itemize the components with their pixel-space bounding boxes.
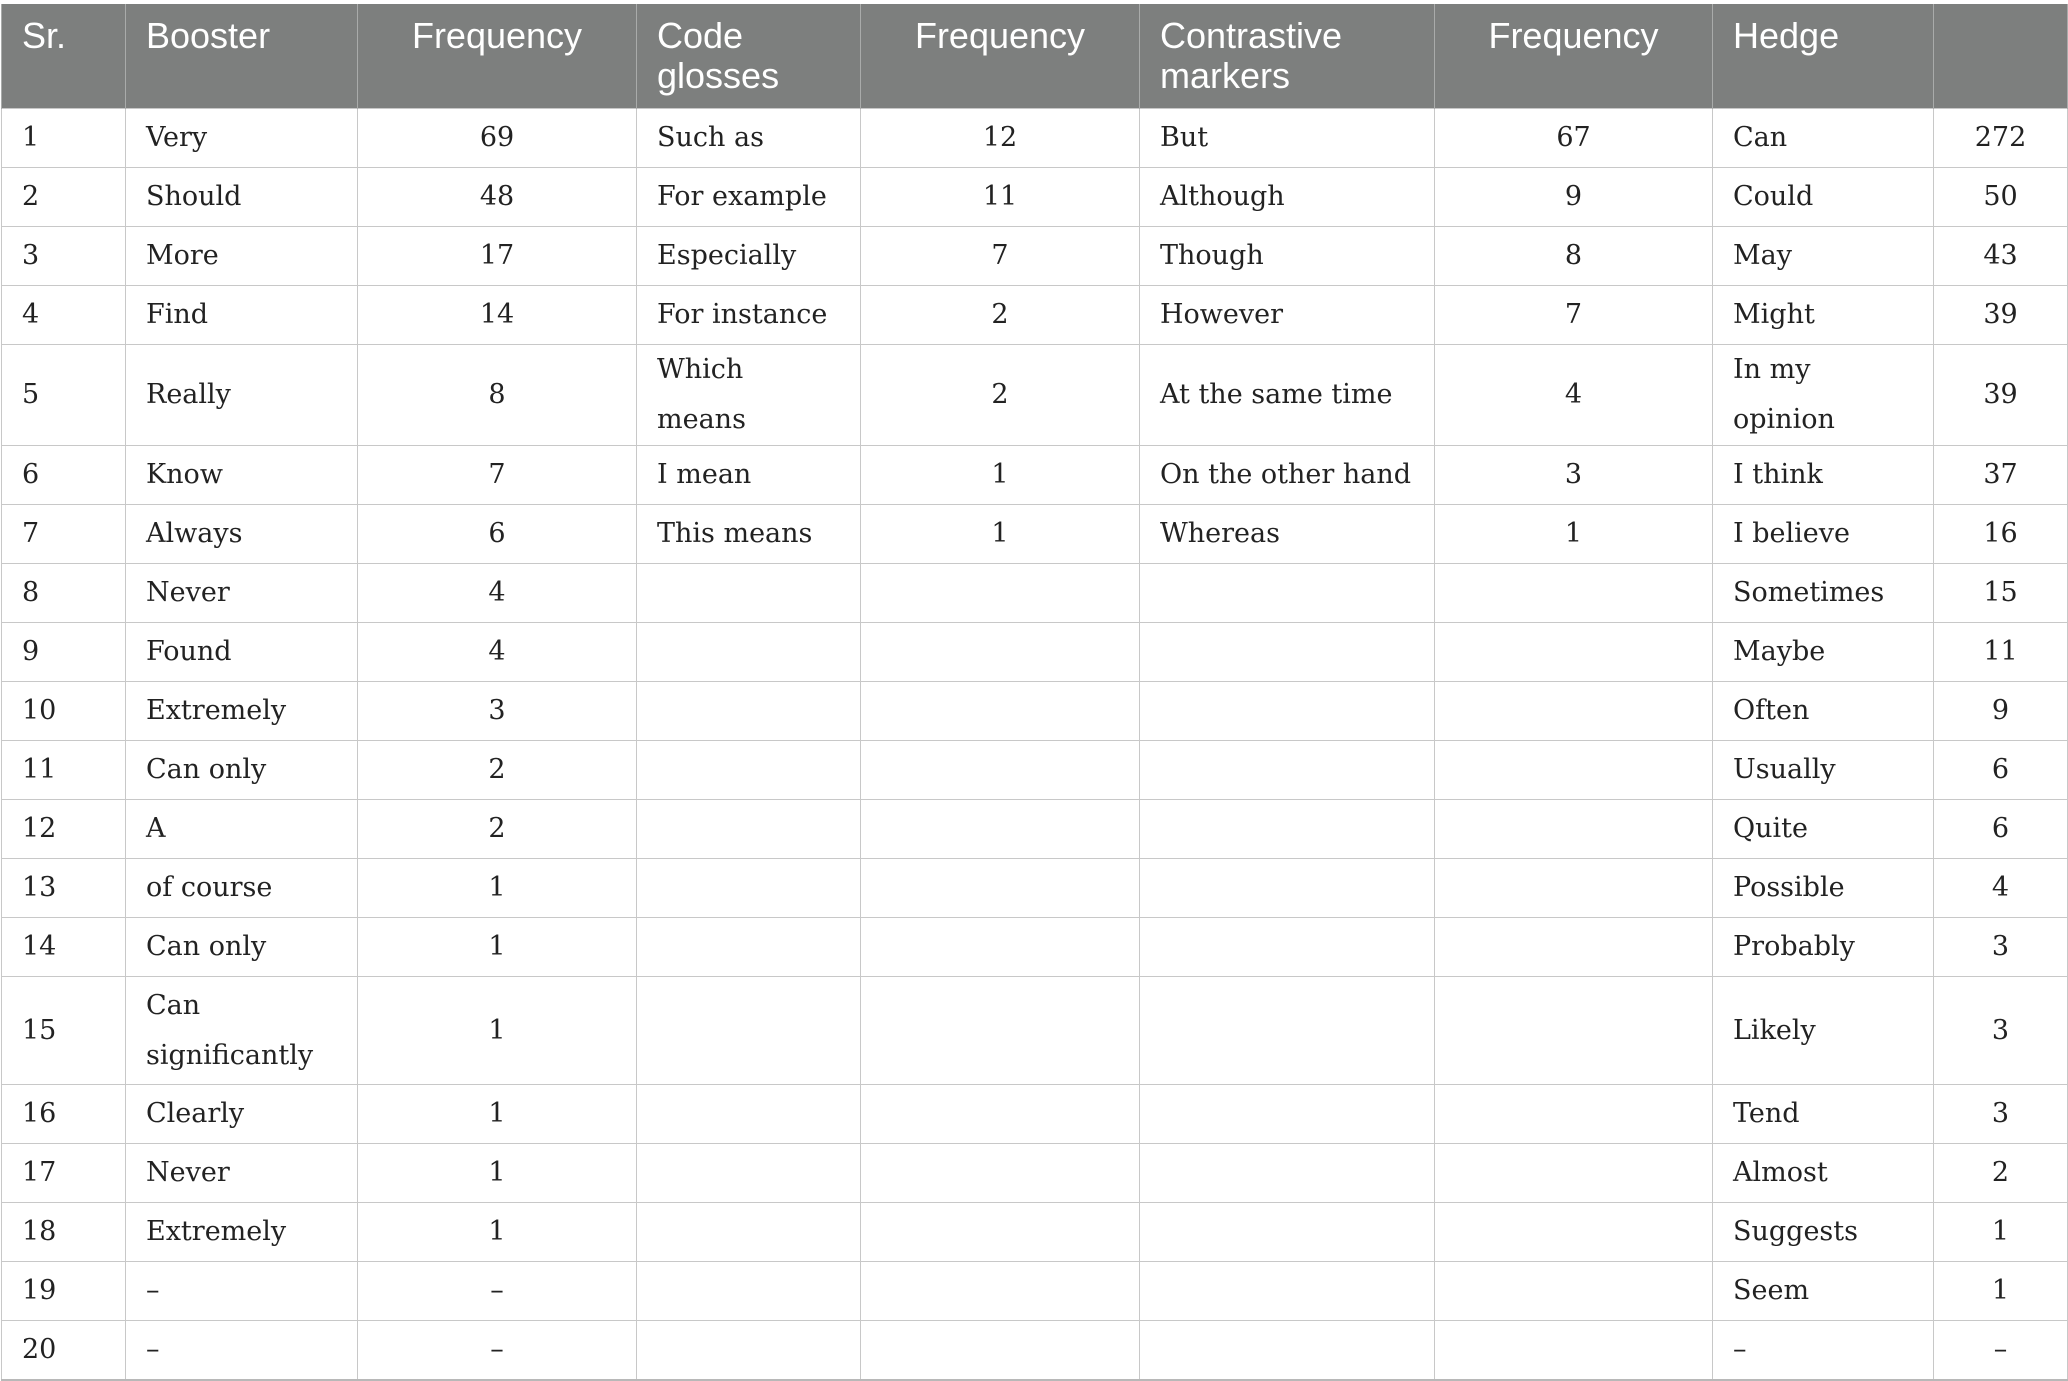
cell-hedge: Possible (1713, 859, 1934, 918)
cell-booster: – (126, 1262, 358, 1321)
table-row (2, 1085, 2068, 1144)
cell-contrastive-marker (1140, 918, 1435, 977)
table-row (2, 227, 2068, 286)
cell-booster: Always (126, 505, 358, 564)
cell-booster: of course (126, 859, 358, 918)
cell-code-gloss (637, 1144, 861, 1203)
cell-code-gloss-frequency (861, 1321, 1140, 1380)
cell-code-gloss-frequency (861, 918, 1140, 977)
cell-hedge: In my opinion (1713, 345, 1934, 446)
cell-code-gloss: For example (637, 168, 861, 227)
cell-contrastive-marker: On the other hand (1140, 446, 1435, 505)
table-row (2, 286, 2068, 345)
cell-hedge-frequency: 1 (1934, 1262, 2068, 1321)
cell-hedge: I believe (1713, 505, 1934, 564)
cell-contrastive-frequency (1435, 918, 1713, 977)
table-body (2, 109, 2068, 1380)
cell-booster-frequency: 1 (358, 1144, 637, 1203)
cell-hedge: Suggests (1713, 1203, 1934, 1262)
cell-booster: Can only (126, 918, 358, 977)
cell-sr: 16 (2, 1085, 126, 1144)
frequency-table (1, 4, 2068, 1381)
cell-code-gloss-frequency: 1 (861, 505, 1140, 564)
cell-hedge-frequency: 39 (1934, 345, 2068, 446)
cell-sr: 1 (2, 109, 126, 168)
cell-booster-frequency: 8 (358, 345, 637, 446)
cell-sr: 6 (2, 446, 126, 505)
cell-code-gloss: I mean (637, 446, 861, 505)
cell-code-gloss (637, 1085, 861, 1144)
table-row (2, 109, 2068, 168)
cell-code-gloss-frequency (861, 1203, 1140, 1262)
cell-hedge: Almost (1713, 1144, 1934, 1203)
cell-sr: 13 (2, 859, 126, 918)
cell-contrastive-frequency (1435, 977, 1713, 1085)
cell-contrastive-frequency (1435, 682, 1713, 741)
table-row (2, 918, 2068, 977)
cell-contrastive-frequency (1435, 564, 1713, 623)
cell-code-gloss-frequency: 2 (861, 345, 1140, 446)
cell-contrastive-frequency (1435, 859, 1713, 918)
table-row (2, 505, 2068, 564)
cell-sr: 15 (2, 977, 126, 1085)
cell-sr: 14 (2, 918, 126, 977)
cell-hedge-frequency: 39 (1934, 286, 2068, 345)
cell-booster: Can only (126, 741, 358, 800)
cell-hedge: Tend (1713, 1085, 1934, 1144)
cell-sr: 7 (2, 505, 126, 564)
cell-code-gloss-frequency: 11 (861, 168, 1140, 227)
cell-booster: Really (126, 345, 358, 446)
cell-hedge: Sometimes (1713, 564, 1934, 623)
cell-booster-frequency: 3 (358, 682, 637, 741)
cell-hedge-frequency: 1 (1934, 1203, 2068, 1262)
table-row (2, 1203, 2068, 1262)
cell-hedge-frequency: 11 (1934, 623, 2068, 682)
cell-booster: Clearly (126, 1085, 358, 1144)
cell-contrastive-marker (1140, 623, 1435, 682)
cell-booster-frequency: – (358, 1321, 637, 1380)
table-row (2, 446, 2068, 505)
cell-hedge: I think (1713, 446, 1934, 505)
cell-sr: 8 (2, 564, 126, 623)
cell-code-gloss (637, 1262, 861, 1321)
cell-contrastive-marker (1140, 1321, 1435, 1380)
cell-code-gloss: Especially (637, 227, 861, 286)
cell-booster: Extremely (126, 682, 358, 741)
cell-code-gloss-frequency (861, 564, 1140, 623)
cell-hedge: Could (1713, 168, 1934, 227)
cell-hedge-frequency: 43 (1934, 227, 2068, 286)
header-code-glosses: Code glosses (637, 4, 861, 109)
cell-booster-frequency: 4 (358, 564, 637, 623)
cell-booster-frequency: 1 (358, 918, 637, 977)
cell-code-gloss (637, 564, 861, 623)
cell-code-gloss-frequency: 12 (861, 109, 1140, 168)
cell-hedge-frequency: 6 (1934, 741, 2068, 800)
cell-booster-frequency: – (358, 1262, 637, 1321)
cell-hedge: – (1713, 1321, 1934, 1380)
cell-booster: Found (126, 623, 358, 682)
cell-contrastive-marker (1140, 1085, 1435, 1144)
header-sr: Sr. (2, 4, 126, 109)
cell-sr: 17 (2, 1144, 126, 1203)
cell-hedge-frequency: 16 (1934, 505, 2068, 564)
table-row (2, 800, 2068, 859)
header-row (2, 4, 2068, 109)
cell-contrastive-frequency: 7 (1435, 286, 1713, 345)
cell-hedge-frequency: 3 (1934, 977, 2068, 1085)
cell-contrastive-frequency (1435, 1203, 1713, 1262)
cell-code-gloss: This means (637, 505, 861, 564)
cell-contrastive-marker: But (1140, 109, 1435, 168)
cell-contrastive-frequency (1435, 1144, 1713, 1203)
cell-code-gloss: For instance (637, 286, 861, 345)
cell-contrastive-marker (1140, 1203, 1435, 1262)
header-hedge: Hedge (1713, 4, 1934, 109)
cell-code-gloss-frequency (861, 977, 1140, 1085)
cell-contrastive-marker (1140, 564, 1435, 623)
cell-sr: 5 (2, 345, 126, 446)
cell-sr: 20 (2, 1321, 126, 1380)
cell-code-gloss-frequency: 1 (861, 446, 1140, 505)
cell-hedge-frequency: 3 (1934, 1085, 2068, 1144)
cell-contrastive-marker (1140, 682, 1435, 741)
cell-booster-frequency: 1 (358, 859, 637, 918)
cell-sr: 10 (2, 682, 126, 741)
cell-booster: Know (126, 446, 358, 505)
cell-sr: 19 (2, 1262, 126, 1321)
header-booster-frequency: Frequency (358, 4, 637, 109)
cell-booster-frequency: 1 (358, 1203, 637, 1262)
cell-sr: 18 (2, 1203, 126, 1262)
cell-contrastive-marker: Whereas (1140, 505, 1435, 564)
cell-code-gloss-frequency (861, 623, 1140, 682)
cell-code-gloss-frequency (861, 800, 1140, 859)
table-row (2, 345, 2068, 446)
cell-sr: 9 (2, 623, 126, 682)
cell-code-gloss-frequency (861, 1144, 1140, 1203)
cell-contrastive-marker (1140, 977, 1435, 1085)
table-row (2, 859, 2068, 918)
cell-booster-frequency: 6 (358, 505, 637, 564)
cell-booster-frequency: 48 (358, 168, 637, 227)
header-booster: Booster (126, 4, 358, 109)
cell-hedge: Maybe (1713, 623, 1934, 682)
header-code-glosses-frequency: Frequency (861, 4, 1140, 109)
cell-hedge: Likely (1713, 977, 1934, 1085)
cell-contrastive-frequency: 9 (1435, 168, 1713, 227)
cell-code-gloss (637, 977, 861, 1085)
cell-booster-frequency: 2 (358, 741, 637, 800)
cell-contrastive-marker (1140, 1144, 1435, 1203)
cell-code-gloss (637, 918, 861, 977)
cell-contrastive-marker: At the same time (1140, 345, 1435, 446)
cell-contrastive-frequency: 67 (1435, 109, 1713, 168)
cell-code-gloss-frequency: 7 (861, 227, 1140, 286)
cell-code-gloss: Such as (637, 109, 861, 168)
cell-booster: Find (126, 286, 358, 345)
table-row (2, 741, 2068, 800)
cell-hedge-frequency: 4 (1934, 859, 2068, 918)
cell-code-gloss (637, 800, 861, 859)
cell-sr: 3 (2, 227, 126, 286)
cell-hedge-frequency: 15 (1934, 564, 2068, 623)
cell-booster: Can significantly (126, 977, 358, 1085)
cell-booster-frequency: 17 (358, 227, 637, 286)
cell-contrastive-frequency (1435, 741, 1713, 800)
cell-booster-frequency: 4 (358, 623, 637, 682)
cell-contrastive-frequency (1435, 800, 1713, 859)
table-row (2, 1144, 2068, 1203)
header-contrastive-frequency: Frequency (1435, 4, 1713, 109)
cell-hedge-frequency: 9 (1934, 682, 2068, 741)
cell-contrastive-marker: Although (1140, 168, 1435, 227)
header-contrastive-markers: Contrastive markers (1140, 4, 1435, 109)
cell-hedge-frequency: 272 (1934, 109, 2068, 168)
cell-contrastive-marker (1140, 859, 1435, 918)
cell-contrastive-frequency (1435, 1321, 1713, 1380)
cell-hedge-frequency: 50 (1934, 168, 2068, 227)
table-row (2, 682, 2068, 741)
cell-code-gloss: Which means (637, 345, 861, 446)
cell-booster: Never (126, 564, 358, 623)
cell-booster-frequency: 69 (358, 109, 637, 168)
cell-booster-frequency: 14 (358, 286, 637, 345)
cell-code-gloss (637, 682, 861, 741)
cell-code-gloss (637, 1321, 861, 1380)
cell-booster-frequency: 7 (358, 446, 637, 505)
cell-code-gloss-frequency (861, 1262, 1140, 1321)
cell-hedge-frequency: 3 (1934, 918, 2068, 977)
cell-booster-frequency: 1 (358, 977, 637, 1085)
cell-contrastive-marker: However (1140, 286, 1435, 345)
cell-code-gloss-frequency (861, 741, 1140, 800)
cell-contrastive-frequency: 1 (1435, 505, 1713, 564)
cell-code-gloss-frequency (861, 1085, 1140, 1144)
cell-hedge: May (1713, 227, 1934, 286)
cell-hedge-frequency: 37 (1934, 446, 2068, 505)
cell-sr: 4 (2, 286, 126, 345)
cell-hedge: Often (1713, 682, 1934, 741)
table-row (2, 623, 2068, 682)
cell-sr: 12 (2, 800, 126, 859)
cell-hedge: Might (1713, 286, 1934, 345)
table-row (2, 564, 2068, 623)
cell-hedge-frequency: – (1934, 1321, 2068, 1380)
cell-sr: 2 (2, 168, 126, 227)
cell-hedge: Usually (1713, 741, 1934, 800)
cell-booster: Extremely (126, 1203, 358, 1262)
cell-booster-frequency: 1 (358, 1085, 637, 1144)
cell-contrastive-frequency (1435, 1085, 1713, 1144)
header-hedge-frequency (1934, 4, 2068, 109)
cell-booster: A (126, 800, 358, 859)
cell-booster: Should (126, 168, 358, 227)
cell-contrastive-frequency: 3 (1435, 446, 1713, 505)
cell-contrastive-marker: Though (1140, 227, 1435, 286)
cell-code-gloss (637, 1203, 861, 1262)
cell-hedge: Can (1713, 109, 1934, 168)
cell-contrastive-marker (1140, 1262, 1435, 1321)
cell-booster: Very (126, 109, 358, 168)
cell-booster-frequency: 2 (358, 800, 637, 859)
cell-contrastive-frequency: 4 (1435, 345, 1713, 446)
cell-booster: – (126, 1321, 358, 1380)
cell-contrastive-marker (1140, 800, 1435, 859)
cell-hedge: Probably (1713, 918, 1934, 977)
cell-hedge: Quite (1713, 800, 1934, 859)
cell-booster: Never (126, 1144, 358, 1203)
cell-contrastive-marker (1140, 741, 1435, 800)
cell-hedge-frequency: 6 (1934, 800, 2068, 859)
cell-code-gloss-frequency (861, 682, 1140, 741)
cell-sr: 11 (2, 741, 126, 800)
cell-booster: More (126, 227, 358, 286)
table-row (2, 1262, 2068, 1321)
cell-code-gloss-frequency: 2 (861, 286, 1140, 345)
table-row (2, 168, 2068, 227)
table-row (2, 1321, 2068, 1380)
cell-contrastive-frequency: 8 (1435, 227, 1713, 286)
table-row (2, 977, 2068, 1085)
cell-code-gloss-frequency (861, 859, 1140, 918)
cell-code-gloss (637, 859, 861, 918)
cell-contrastive-frequency (1435, 623, 1713, 682)
cell-hedge: Seem (1713, 1262, 1934, 1321)
cell-contrastive-frequency (1435, 1262, 1713, 1321)
cell-hedge-frequency: 2 (1934, 1144, 2068, 1203)
cell-code-gloss (637, 741, 861, 800)
cell-code-gloss (637, 623, 861, 682)
